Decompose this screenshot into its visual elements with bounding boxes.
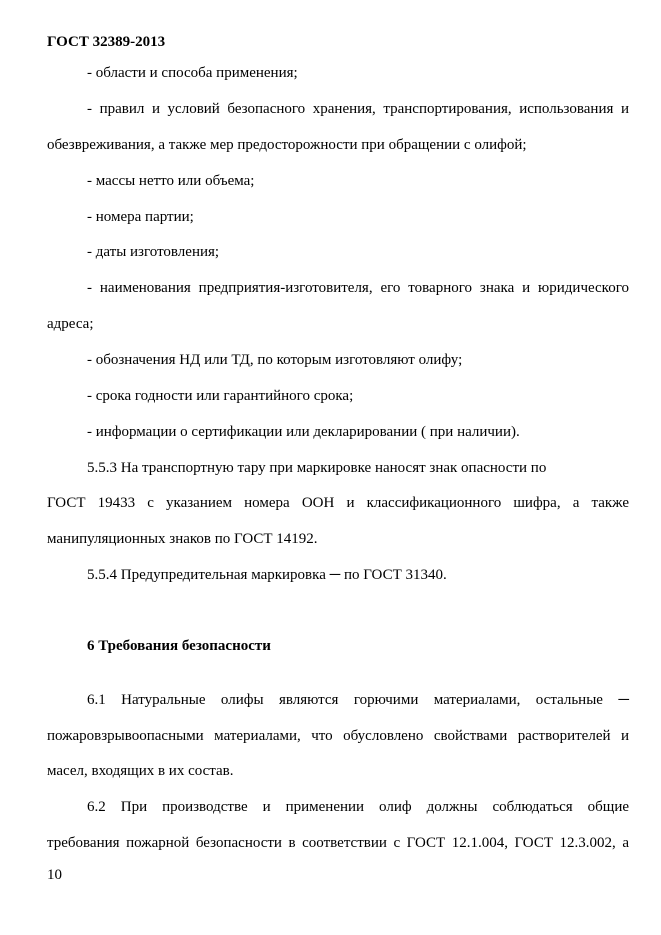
list-item: - области и способа применения; bbox=[87, 65, 298, 81]
list-item: - даты изготовления; bbox=[87, 244, 220, 260]
list-item: - номера партии; bbox=[87, 209, 194, 225]
section-heading: 6 Требования безопасности bbox=[87, 638, 271, 654]
list-item: - массы нетто или объема; bbox=[87, 173, 255, 189]
paragraph-5-5-4: 5.5.4 Предупредительная маркировка ─ по ГОСТ 31340. bbox=[87, 567, 447, 583]
list-item: - обозначения НД или ТД, по которым изготовляют олифу; bbox=[87, 352, 463, 368]
paragraph-5-5-3: 5.5.3 На транспортную тару при маркировке наносят знак опасности по bbox=[87, 460, 547, 476]
document-code: ГОСТ 32389-2013 bbox=[47, 34, 166, 50]
list-item: - информации о сертификации или декларировании ( при наличии). bbox=[87, 424, 520, 440]
list-item: - наименования предприятия-изготовителя, его товарного знака и юридического bbox=[87, 280, 629, 296]
paragraph-6-1: 6.1 Натуральные олифы являются горючими материалами, остальные ─ bbox=[87, 692, 629, 708]
list-item: - срока годности или гарантийного срока; bbox=[87, 388, 354, 404]
text-line: пожаровзрывоопасными материалами, что обусловлено свойствами растворителей и bbox=[47, 728, 629, 744]
paragraph-6-2: 6.2 При производстве и применении олиф должны соблюдаться общие bbox=[87, 799, 629, 815]
text-line: обезвреживания, а также мер предосторожности при обращении с олифой; bbox=[47, 137, 527, 153]
page-number: 10 bbox=[47, 867, 62, 883]
text-line: манипуляционных знаков по ГОСТ 14192. bbox=[47, 531, 318, 547]
text-line: адреса; bbox=[47, 316, 94, 332]
list-item: - правил и условий безопасного хранения, транспортирования, использования и bbox=[87, 101, 629, 117]
text-line: ГОСТ 19433 с указанием номера ООН и классификационного шифра, а также bbox=[47, 495, 629, 511]
text-line: требования пожарной безопасности в соответствии с ГОСТ 12.1.004, ГОСТ 12.3.002, а bbox=[47, 835, 629, 851]
text-line: масел, входящих в их состав. bbox=[47, 763, 234, 779]
